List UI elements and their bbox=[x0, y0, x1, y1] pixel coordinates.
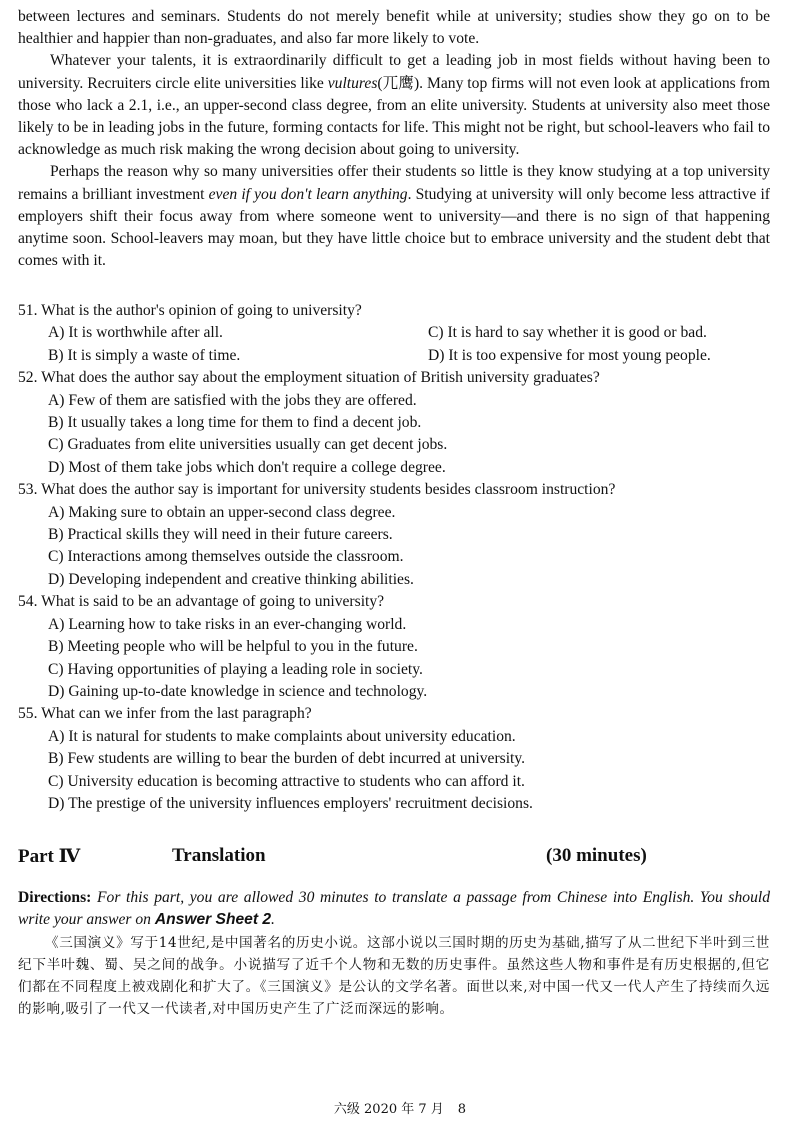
part-name: Translation bbox=[172, 845, 266, 866]
question-stem: 52. What does the author say about the employment situation of British university graduates? bbox=[18, 369, 600, 387]
option-d: D) Developing independent and creative thinking abilities. bbox=[48, 570, 414, 588]
option-d: D) Gaining up-to-date knowledge in science and technology. bbox=[48, 682, 428, 700]
passage-text: (兀鹰). Many top firms will not even look at applications from those who lack a 2.1, i.e., an upper-second class degree, from an elite university. Students at university also meet those likely to be in leading jobs in the future, forming contacts for life. This might not be right, but school-leavers who fail to acknowledge as much risk making the wrong decision about going to university. bbox=[18, 74, 770, 159]
option-d: D) It is too expensive for most young people. bbox=[428, 346, 711, 364]
option-b: B) Meeting people who will be helpful to you in the future. bbox=[48, 638, 418, 656]
part-number: Part Ⅳ bbox=[18, 846, 81, 867]
directions-end: . bbox=[271, 911, 275, 928]
option-d: D) The prestige of the university influences employers' recruitment decisions. bbox=[48, 794, 533, 812]
reading-passage bbox=[18, 6, 770, 272]
option-b: B) Few students are willing to bear the burden of debt incurred at university. bbox=[48, 750, 526, 768]
question-54 bbox=[18, 591, 778, 703]
answer-sheet-reference: Answer Sheet 2 bbox=[154, 911, 272, 928]
option-grid bbox=[18, 322, 778, 367]
option-a: A) Few of them are satisfied with the jobs they are offered. bbox=[48, 391, 417, 409]
passage-italic-phrase: even if you don't learn anything bbox=[208, 185, 408, 203]
option-c: C) Interactions among themselves outside the classroom. bbox=[48, 548, 404, 566]
page-number: 8 bbox=[457, 1102, 467, 1117]
question-stem: 53. What does the author say is important for university students besides classroom instruction? bbox=[18, 481, 616, 499]
passage-paragraph-2 bbox=[18, 50, 770, 161]
option-c: C) It is hard to say whether it is good or bad. bbox=[428, 324, 707, 342]
question-stem: 51. What is the author's opinion of going to university? bbox=[18, 302, 362, 319]
question-53 bbox=[18, 479, 778, 591]
question-stem: 54. What is said to be an advantage of going to university? bbox=[18, 593, 385, 611]
footer-exam-label: 六级 2020 年 7 月 bbox=[333, 1102, 444, 1117]
question-51 bbox=[18, 300, 778, 367]
option-c: C) Graduates from elite universities usually can get decent jobs. bbox=[48, 436, 448, 454]
passage-text: between lectures and seminars. Students do not merely benefit while at university; studies show they go on to be healthier and happier than non-graduates, and also far more likely to vote. bbox=[18, 8, 770, 48]
option-a: A) Learning how to take risks in an ever-changing world. bbox=[48, 615, 407, 633]
option-d: D) Most of them take jobs which don't require a college degree. bbox=[48, 458, 446, 476]
part-time-limit: (30 minutes) bbox=[546, 845, 647, 866]
directions-label: Directions: bbox=[18, 889, 92, 906]
option-b: B) It usually takes a long time for them to find a decent job. bbox=[48, 414, 422, 432]
option-a: A) Making sure to obtain an upper-second class degree. bbox=[48, 503, 396, 521]
page-footer bbox=[0, 1098, 800, 1117]
option-c: C) Having opportunities of playing a leading role in society. bbox=[48, 660, 423, 678]
option-a: A) It is natural for students to make complaints about university education. bbox=[48, 727, 516, 745]
passage-paragraph-3 bbox=[18, 161, 770, 272]
option-b: B) Practical skills they will need in their future careers. bbox=[48, 526, 393, 544]
translation-passage: 《三国演义》写于14世纪,是中国著名的历史小说。这部小说以三国时期的历史为基础,描写了从二世纪下半叶到三世纪下半叶魏、蜀、吴之间的战争。小说描写了近千个人物和无数的历史事件。虽然这些人物和事件是有历史根据的,但它们都在不同程度上被戏剧化和扩大了。《三国演义》是公认的文学名著。面世以来,对中国一代又一代人产生了持续而久远的影响,吸引了一代又一代读者,对中国历史产生了广泛而深远的影响。 bbox=[18, 935, 770, 1017]
option-c: C) University education is becoming attractive to students who can afford it. bbox=[48, 772, 525, 790]
directions-text: For this part, you are allowed 30 minutes to translate a passage from Chinese into English. You should write your answer on bbox=[18, 889, 770, 928]
passage-text: . Studying at university will only become less attractive if employers shift their focus away from where someone went to university—and there is no sign of that happening anytime soon. School-leavers may moan, but they have little choice but to embrace university and the student debt that comes with it. bbox=[18, 185, 770, 270]
passage-text: Whatever your talents, it is extraordinarily difficult to get a leading job in most fields without having been to university. Recruiters circle elite universities like bbox=[18, 52, 770, 92]
question-52 bbox=[18, 367, 778, 479]
question-list bbox=[18, 300, 778, 815]
option-a: A) It is worthwhile after all. bbox=[48, 324, 223, 342]
directions bbox=[18, 887, 770, 931]
passage-paragraph-1 bbox=[18, 6, 770, 50]
option-b: B) It is simply a waste of time. bbox=[48, 346, 241, 364]
question-stem: 55. What can we infer from the last paragraph? bbox=[18, 705, 312, 723]
question-55 bbox=[18, 703, 778, 815]
passage-italic-word: vultures bbox=[327, 74, 378, 92]
passage-text: Perhaps the reason why so many universities offer their students so little is they know studying at a top university remains a brilliant investment bbox=[18, 163, 770, 203]
